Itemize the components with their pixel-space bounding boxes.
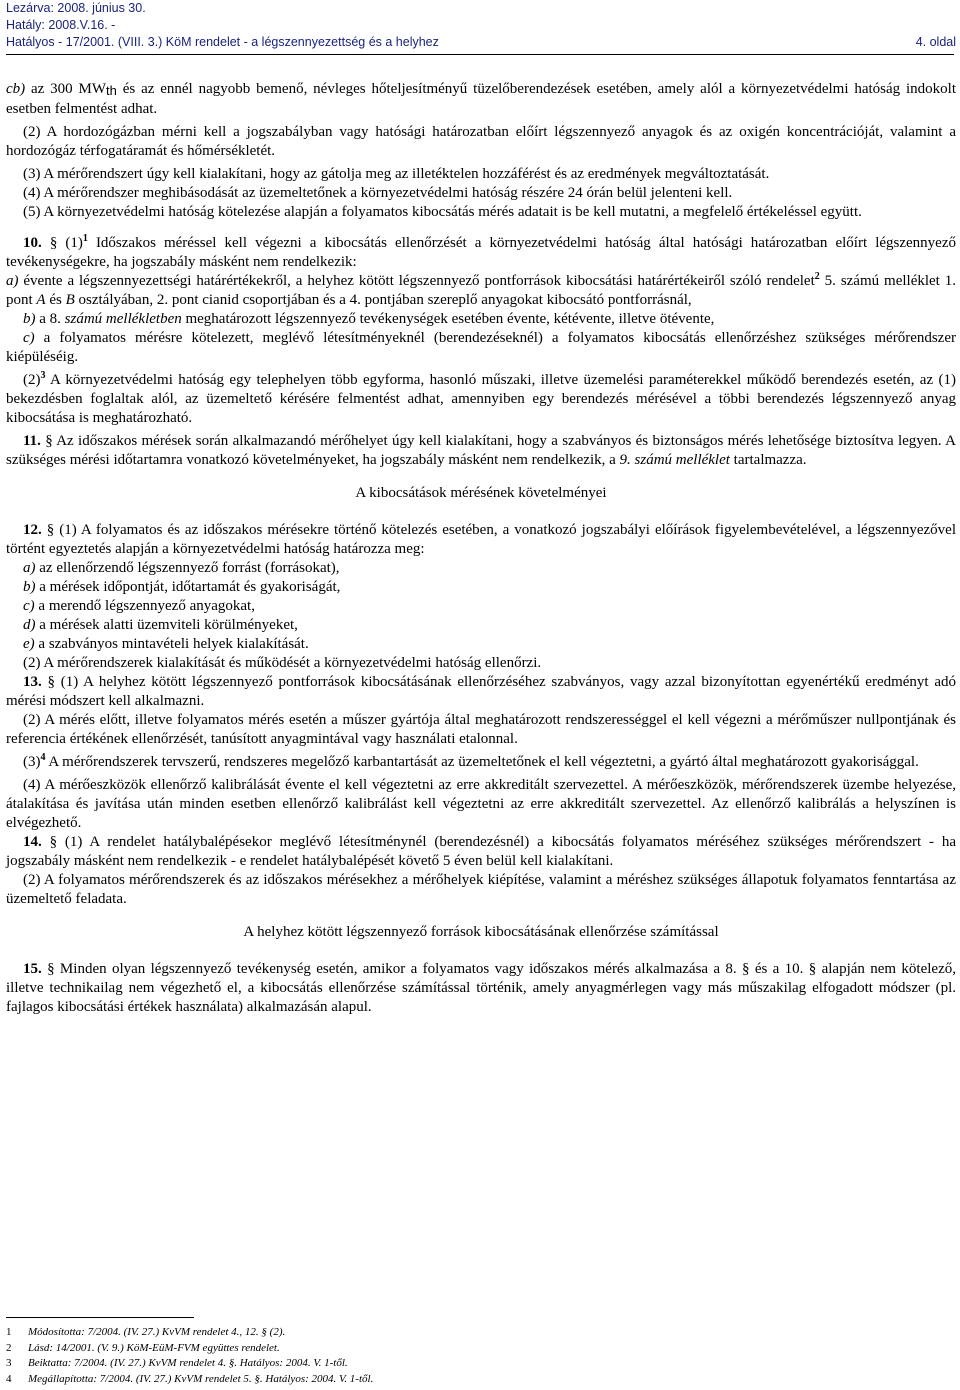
section-10-c: c) a folyamatos mérésre kötelezett, meglévő létesítményeknél (berendezéseknél) a folyamatos kibocsátás ellenőrzéshez szükséges mérőrendszer kiépüléséig. [6, 330, 956, 365]
section-12: 12. § (1) A folyamatos és az időszakos mérésekre történő kötelezés esetében, a vonatkozó jogszabályi előírások figyelembevételével, a légszennyezővel történt egyeztetés alapján a környezetvédelmi hatóság határozza meg: [6, 522, 956, 557]
footnote: 1 Módosította: 7/2004. (IV. 27.) KvVM rendelet 4., 12. § (2). [6, 1326, 286, 1338]
paragraph-13-2: (2) A mérés előtt, illetve folyamatos mérés esetén a műszer gyártója által meghatározott rendszerességgel el kell végezni a mérőműszer nullpontjának és referencia értékének ellenőrzését, tanúsított anyagmintával vagy használati etalonnal. [6, 712, 956, 747]
paragraph-9-4: (4) A mérőrendszer meghibásodását az üzemeltetőnek a környezetvédelmi hatóság részére 24 órán belül jelenteni kell. [23, 185, 733, 201]
paragraph-13-4: (4) A mérőeszközök ellenőrző kalibrálását évente el kell végeztetni az erre akkreditált szervezettel. A mérőeszközök, mérőrendszerek üzembe helyezése, átalakítása és javítása után minden esetben ellenőrző kalibrálást kell végeztetni az erre akkreditált szervezettel. Az ellenőrző kalibrálás a helyszínen is elvégezhető. [6, 777, 956, 831]
header-title: Hatályos - 17/2001. (VIII. 3.) KöM rendelet - a légszennyezettség és a helyhez [6, 35, 439, 49]
section-14: 14. § (1) A rendelet hatálybalépésekor meglévő létesítménynél (berendezésnél) a kibocsátás folyamatos méréséhez szükséges mérőrendszert - ha jogszabály másként nem rendelkezik - e rendelet hatálybalépését követő 5 éven belül kell kialakítani. [6, 834, 956, 869]
section-10: 10. § $(1)^1$ Időszakos méréssel kell végezni a kibocsátás ellenőrzését a környezetvédelmi hatóság által hatósági határozatban előírt légszennyező tevékenységekre, ha jogszabály másként nem rendelkezik: [6, 233, 956, 270]
footnote: 4 Megállapította: 7/2004. (IV. 27.) KvVM rendelet 5. §. Hatályos: 2004. V. 1-től. [6, 1372, 374, 1385]
footnote-ref-4[interactable]: 4 [40, 752, 46, 763]
list-item: b) a mérések időpontját, időtartamát és gyakoriságát, [23, 579, 341, 595]
section-11: 11. § Az időszakos mérések során alkalmazandó mérőhelyet úgy kell kialakítani, hogy a szabványos és biztonságos mérés lehetősége biztosítva legyen. A szükséges mérési időtartamra vonatkozó követelményeket, ha jogszabály másként nem rendelkezik, a 9. számú melléklet tartalmazza. [6, 433, 956, 468]
footnote-divider [6, 1317, 194, 1318]
footnote-ref-3[interactable]: 3 [40, 370, 46, 381]
header-closed-date: Lezárva: 2008. június 30. [6, 1, 146, 15]
list-item: e) a szabványos mintavételi helyek kialakítását. [23, 636, 309, 652]
footnotes [6, 1317, 956, 1387]
section-10-2: $(2)^3$ A környezetvédelmi hatóság egy telephelyen több egyforma, hasonló műszaki, illetve üzemelési paraméterekkel működő berendezés esetén, az (1) bekezdésben foglaltak alól, az üzemeltető kérésére felmentést adhat, amennyiben egy berendezés mérésével a többi berendezés légszennyező anyag kibocsátása is meghatározható. [6, 370, 956, 426]
section-heading-calculation: A helyhez kötött légszennyező források kibocsátásának ellenőrzése számítással [243, 924, 719, 940]
paragraph-9-2: (2) A hordozógázban mérni kell a jogszabályban vagy hatósági határozatban előírt légszennyező anyagok és az oxigén koncentrációját, valamint a hordozógáz térfogatáramát és hőmérsékletét. [6, 124, 956, 159]
page-header [6, 0, 956, 51]
paragraph-13-3: $(3)^4$ A mérőrendszerek tervszerű, rendszeres megelőző karbantartását az üzemeltetőnek el kell végeztetni, a gyártó által meghatározott gyakorisággal. [23, 752, 919, 770]
footnote-ref-1[interactable]: 1 [82, 233, 88, 244]
footnote: 3 Beiktatta: 7/2004. (IV. 27.) KvVM rendelet 4. §. Hatályos: 2004. V. 1-től. [6, 1357, 348, 1369]
paragraph-9-3: (3) A mérőrendszert úgy kell kialakítani, hogy az gátolja meg az illetéktelen hozzáférést és az eredmények megváltoztatását. [23, 166, 770, 182]
list-item: c) a merendő légszennyező anyagokat, [23, 598, 255, 614]
list-item: d) a mérések alatti üzemviteli körülményeket, [23, 617, 298, 633]
paragraph-cb: cb) az 300 MWth és az ennél nagyobb bemenő, névleges hőteljesítményű tüzelőberendezések esetében, amely alól a környezetvédelmi hatóság indokolt esetben felmentést adhat. [6, 81, 957, 117]
section-10-a: a) évente a légszennyezettségi határértékekről, a helyhez kötött légszennyező pontforrások kibocsátási határértékeiről szóló rendelet$^2$ 5. számú melléklet 1. pont A és B osztályában, 2. pont cianid csoportjában és a 4. pontjában szereplő anyagokat kibocsátó pontforrásnál, [6, 271, 956, 308]
paragraph-9-5: (5) A környezetvédelmi hatóság kötelezése alapján a folyamatos kibocsátás mérés adatait is be kell mutatni, a megfelelő értékeléssel együtt. [23, 204, 862, 220]
list-item: a) az ellenőrzendő légszennyező forrást (forrásokat), [23, 560, 340, 576]
header-divider [6, 54, 954, 55]
paragraph-12-2: (2) A mérőrendszerek kialakítását és működését a környezetvédelmi hatóság ellenőrzi. [23, 655, 542, 671]
footnote: 2 Lásd: 14/2001. (V. 9.) KöM-EüM-FVM együttes rendelet. [6, 1341, 280, 1354]
header-effective: Hatály: 2008.V.16. - [6, 18, 116, 32]
section-13: 13. § (1) A helyhez kötött légszennyező pontforrások kibocsátásának ellenőrzéséhez szabványos, vagy azzal bizonyítottan egyenértékű eredményt adó mérési módszert kell alkalmazni. [6, 674, 956, 709]
footnote-ref-2[interactable]: 2 [814, 271, 820, 282]
section-10-b: b) a 8. számú mellékletben meghatározott légszennyező tevékenységek esetében évente, kétévente, illetve ötévente, [23, 311, 715, 327]
paragraph-14-2: (2) A folyamatos mérőrendszerek és az időszakos mérésekhez a mérőhelyek kiépítése, valamint a méréshez szükséges állapotuk folyamatos fenntartása az üzemeltető feladata. [6, 872, 956, 907]
section-15: 15. § Minden olyan légszennyező tevékenység esetén, amikor a folyamatos vagy időszakos mérés alkalmazása a 8. § és a 10. § alapján nem kötelező, illetve technikailag nem végezhető el, a kibocsátás ellenőrzése számítással történik, amely anyagmérlegen vagy más műszakilag elfogadott módszer (pl. fajlagos kibocsátási értékek használata) alkalmazásán alapul. [6, 961, 956, 1015]
page-number: 4. oldal [915, 35, 956, 49]
section-heading-measurement: A kibocsátások mérésének követelményei [355, 485, 607, 501]
document-body [6, 80, 956, 1017]
